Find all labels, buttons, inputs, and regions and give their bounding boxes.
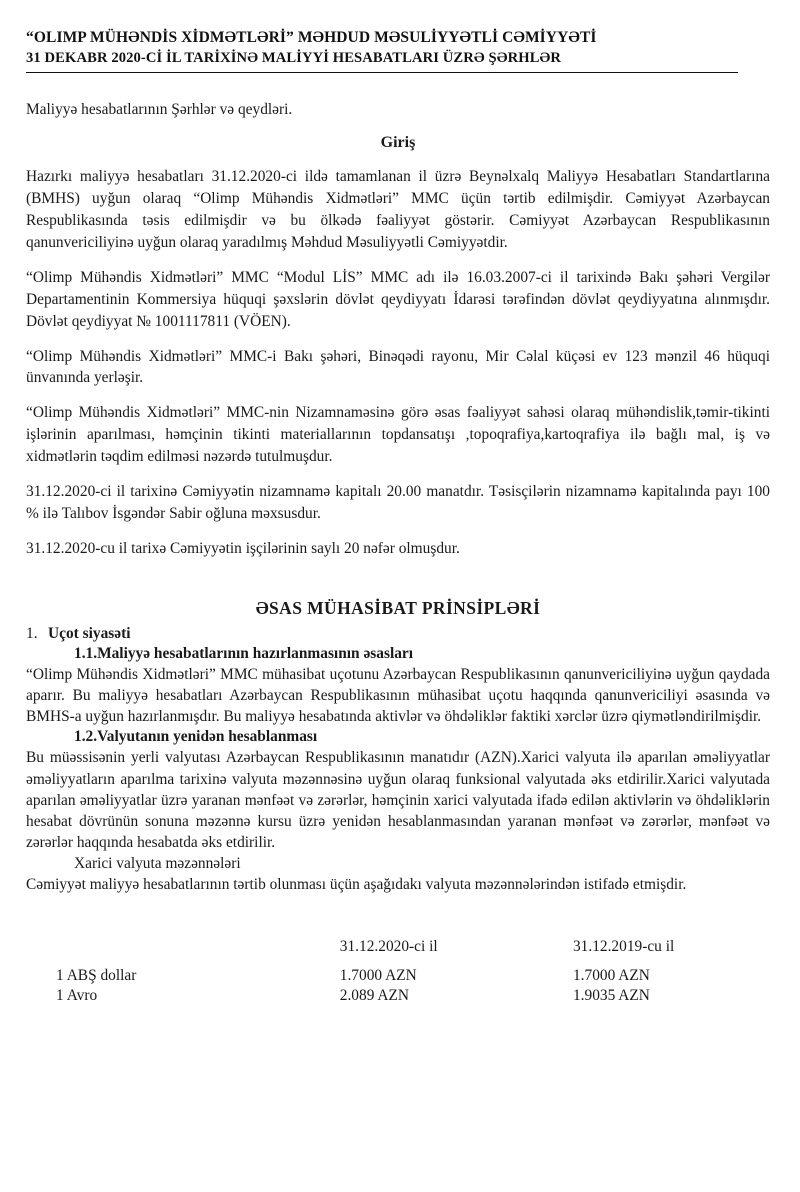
intro-heading: Giriş [380, 134, 416, 152]
principles-subsection-1-2-title: 1.2.Valyutanın yenidən hesablanması [74, 728, 318, 746]
table-header-2020: 31.12.2020-ci il [339, 937, 438, 955]
intro-paragraph-4: “Olimp Mühəndis Xidmətləri” MMC-nin Nizamnaməsinə görə əsas fəaliyyət sahəsi olaraq mühəndislik,təmir-tikinti işlərinin aparılması, həmçinin tikinti materiallarının topdansatışı ,topoqrafiya,kartoqrafiya ilə bağlı mal, iş və xidmətlərin təqdim edilməsi nəzərdə tutulmuşdur. [26, 404, 770, 466]
principles-section-title: ƏSAS MÜHASİBAT PRİNSİPLƏRİ [255, 597, 541, 618]
document-header [0, 0, 800, 69]
principles-item-1-number: 1. [26, 624, 38, 642]
principles-item-1-label: Uçot siyasəti [48, 624, 131, 642]
principles-subsection-1-1-title: 1.1.Maliyyə hesabatlarının hazırlanmasının əsasları [74, 644, 414, 662]
header-title-line-2: 31 DEKABR 2020-Cİ İL TARİXİNƏ MALİYYİ HESABATLARI ÜZRƏ ŞƏRHLƏR [26, 49, 562, 66]
intro-paragraph-2: “Olimp Mühəndis Xidmətləri” MMC “Modul LİS” MMC adı ilə 16.03.2007-ci il tarixində Bakı şəhəri Vergilər Departamentinin Kommersiya hüquqi şəxslərin dövlət qeydiyyatı İdarəsi tərəfindən dövlət qeydiyyatına alınmışdır. Dövlət qeydiyyat № 1001117811 (VÖEN). [26, 268, 770, 330]
intro-paragraph-6: 31.12.2020-cu il tarixə Cəmiyyətin işçilərinin saylı 20 nəfər olmuşdur. [26, 539, 460, 557]
table-cell-2019: 1.7000 AZN [572, 966, 650, 984]
exchange-rates-table [26, 937, 770, 1006]
table-row [26, 986, 770, 1006]
table-header-2019: 31.12.2019-cu il [572, 937, 675, 955]
intro-paragraph-1: Hazırkı maliyyə hesabatları 31.12.2020-ci ildə tamamlanan il üzrə Beynəlxalq Maliyyə Hesabatları Standartlarına (BMHS) uyğun olaraq “Olimp Mühəndis Xidmətləri” MMC üçün tərtib edilmişdir. Cəmiyyət Azərbaycan Respublikasında təsis edilmişdir və bu ölkədə fəaliyyət göstərir. Cəmiyyət Azərbaycan Respublikasının qanunvericiliyinə uyğun olaraq yaradılmış Məhdud Məsuliyyətli Cəmiyyətdir. [26, 168, 770, 252]
header-divider [26, 72, 738, 73]
intro-paragraph-5: 31.12.2020-ci il tarixinə Cəmiyyətin nizamnamə kapitalı 20.00 manatdır. Təsisçilərin nizamnamə kapitalında payı 100 % ilə Talıbov İsgəndər Sabir oğluna məxsusdur. [26, 482, 770, 522]
table-cell-currency: 1 Avro [56, 986, 98, 1004]
principles-paragraph-1-1: “Olimp Mühəndis Xidmətləri” MMC mühasibat uçotunu Azərbaycan Respublikasının qanunvericiliyinə uyğun qaydada aparır. Bu maliyyə hesabatları Azərbaycan Respublikasının mühasibat uçotu haqqında qanunvericiliyi əsasında və BMHS-a uyğun hazırlanmışdır. Bu maliyyə hesabatında aktivlər və öhdəliklər faktiki xərclər üzrə qiymətləndirilmişdir. [26, 665, 770, 726]
table-cell-2020: 1.7000 AZN [339, 966, 417, 984]
table-row [26, 966, 770, 986]
table-cell-currency: 1 ABŞ dollar [56, 966, 137, 984]
table-header-row [26, 937, 770, 966]
principles-paragraph-1-2: Bu müəssisənin yerli valyutası Azərbaycan Respublikasının manatıdır (AZN).Xarici valyuta ilə aparılan əməliyyatlar əməliyyatların aparılma tarixinə valyuta məzənnəsinə uyğun olaraq funksional valyutada əks etdirilir.Xarici valyutada aparılan əməliyyatlar üzrə yaranan mənfəət və zərərlər, həmçinin xarici valyutada ifadə edilən aktivlərin və öhdəliklərin hesabat dövrünün sonuna məzənnə kursu üzrə yenidən hesablanmasından yaranan mənfəət və zərərlər, mənfəət və zərərlər haqqında hesabatda əks etdirilir. [26, 749, 770, 852]
intro-paragraph-3: “Olimp Mühəndis Xidmətləri” MMC-i Bakı şəhəri, Binəqədi rayonu, Mir Cəlal küçəsi ev 123 mənzil 46 hüquqi ünvanında yerləşir. [26, 347, 770, 387]
principles-item-1 [26, 625, 770, 643]
header-title-line-1: “OLIMP MÜHƏNDİS XİDMƏTLƏRİ” MƏHDUD MƏSULİYYƏTLİ CƏMİYYƏTİ [26, 29, 597, 46]
principles-paragraph-1-3: Cəmiyyət maliyyə hesabatlarının tərtib olunması üçün aşağıdakı valyuta məzənnələrindən istifadə etmişdir. [26, 875, 687, 893]
table-cell-2019: 1.9035 AZN [572, 986, 650, 1004]
exchange-rates-label: Xarici valyuta məzənnələri [74, 854, 241, 872]
lead-paragraph: Maliyyə hesabatlarının Şərhlər və qeydləri. [26, 100, 293, 118]
document-body [0, 99, 800, 1006]
table-cell-2020: 2.089 AZN [339, 986, 410, 1004]
table-header-currency [26, 937, 340, 966]
